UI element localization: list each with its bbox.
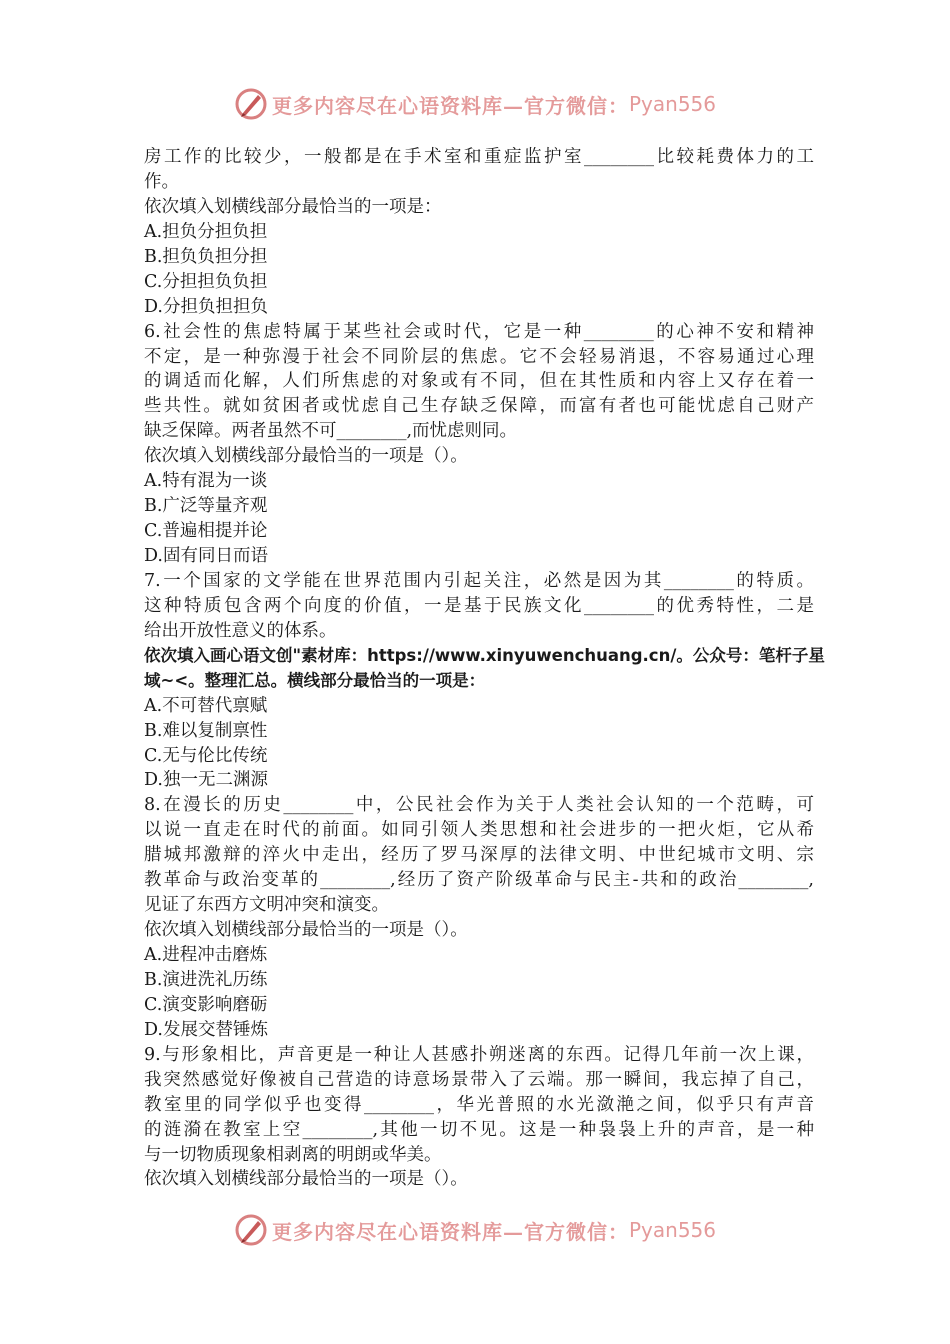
- option-line: B.演进洗礼历练: [144, 969, 268, 990]
- pen-logo-icon: [234, 1213, 268, 1247]
- option-line: D.独一无二渊源: [144, 770, 268, 791]
- text-line: 这种特质包含两个向度的价值，一是基于民族文化________的优秀特性，二是: [144, 595, 814, 616]
- text-line: 依次填入划横线部分最恰当的一项是（）。: [144, 1169, 468, 1190]
- footer-banner: [0, 1210, 950, 1250]
- text-line: 些共性。就如贫困者或忧虑自己生存缺乏保障，而富有者也可能忧虑自己财产: [144, 396, 814, 417]
- banner-wechat-id: Pyan556: [628, 92, 716, 116]
- text-line: 与一切物质现象相剥离的明朗或华美。: [144, 1144, 442, 1165]
- text-line: 7.一个国家的文学能在世界范围内引起关注，必然是因为其________的特质。: [144, 570, 814, 591]
- banner-wechat-id: Pyan556: [628, 1218, 716, 1242]
- text-line: 8.在漫长的历史________中，公民社会作为关于人类社会认知的一个范畴，可: [144, 795, 814, 816]
- option-line: D.发展交替锤炼: [144, 1019, 268, 1040]
- text-line: 依次填入划横线部分最恰当的一项是：: [144, 196, 442, 217]
- text-line: 教室里的同学似乎也变得________，华光普照的水光潋滟之间，似乎只有声音: [144, 1094, 814, 1115]
- text-line: 的调适而化解，人们所焦虑的对象或有不同，但在其性质和内容上又存在着一: [144, 371, 814, 392]
- text-line: 我突然感觉好像被自己营造的诗意场景带入了云端。那一瞬间，我忘掉了自己，: [144, 1069, 814, 1090]
- text-line: 以说一直走在时代的前面。如同引领人类思想和社会进步的一把火炬，它从希: [144, 820, 814, 841]
- text-line: 作。: [144, 171, 179, 192]
- pen-logo-icon: [234, 87, 268, 121]
- header-banner: [0, 84, 950, 124]
- text-line: 6.社会性的焦虑特属于某些社会或时代，它是一种________的心神不安和精神: [144, 321, 814, 342]
- option-line: B.难以复制禀性: [144, 720, 268, 741]
- watermark-line: 域~<。整理汇总。横线部分最恰当的一项是：: [144, 670, 486, 690]
- text-line: 教革命与政治变革的________,经历了资产阶级革命与民主-共和的政治________,: [144, 870, 814, 891]
- text-line: 房工作的比较少，一般都是在手术室和重症监护室________比较耗费体力的工: [144, 147, 814, 167]
- text-line: 9.与形象相比，声音更是一种让人甚感扑朔迷离的东西。记得几年前一次上课，: [144, 1044, 814, 1065]
- option-line: C.分担担负负担: [144, 271, 268, 292]
- option-line: C.演变影响磨砺: [144, 994, 268, 1015]
- option-line: D.分担负担担负: [144, 296, 268, 317]
- option-line: C.无与伦比传统: [144, 745, 268, 766]
- option-line: D.固有同日而语: [144, 546, 268, 566]
- option-line: C.普遍相提并论: [144, 521, 268, 542]
- option-line: B.广泛等量齐观: [144, 496, 268, 517]
- option-line: A.担负分担负担: [144, 221, 268, 242]
- option-line: A.特有混为一谈: [144, 471, 268, 492]
- watermark-line: 依次填入画心语文创"素材库：https://www.xinyuwenchuang.cn/。公众号：笔杆子星: [144, 645, 825, 665]
- option-line: A.进程冲击磨炼: [144, 945, 268, 965]
- text-line: 缺乏保障。两者虽然不可________,而忧虑则同。: [144, 421, 518, 442]
- text-line: 依次填入划横线部分最恰当的一项是（）。: [144, 920, 468, 941]
- text-line: 的涟漪在教室上空________,其他一切不见。这是一种袅袅上升的声音，是一种: [144, 1119, 814, 1140]
- banner-text: 更多内容尽在心语资料库—官方微信：: [271, 1219, 629, 1244]
- document-body: [144, 145, 825, 1192]
- option-line: B.担负负担分担: [144, 246, 268, 267]
- text-line: 腊城邦激辩的淬火中走出，经历了罗马深厚的法律文明、中世纪城市文明、宗: [144, 845, 814, 866]
- text-line: 不定，是一种弥漫于社会不同阶层的焦虑。它不会轻易消退，不容易通过心理: [144, 346, 814, 367]
- text-line: 依次填入划横线部分最恰当的一项是（）。: [144, 446, 468, 467]
- banner-text: 更多内容尽在心语资料库—官方微信：: [271, 93, 629, 118]
- text-line: 给出开放性意义的体系。: [144, 620, 337, 641]
- text-line: 见证了东西方文明冲突和演变。: [144, 895, 389, 916]
- option-line: A.不可替代禀赋: [144, 695, 268, 716]
